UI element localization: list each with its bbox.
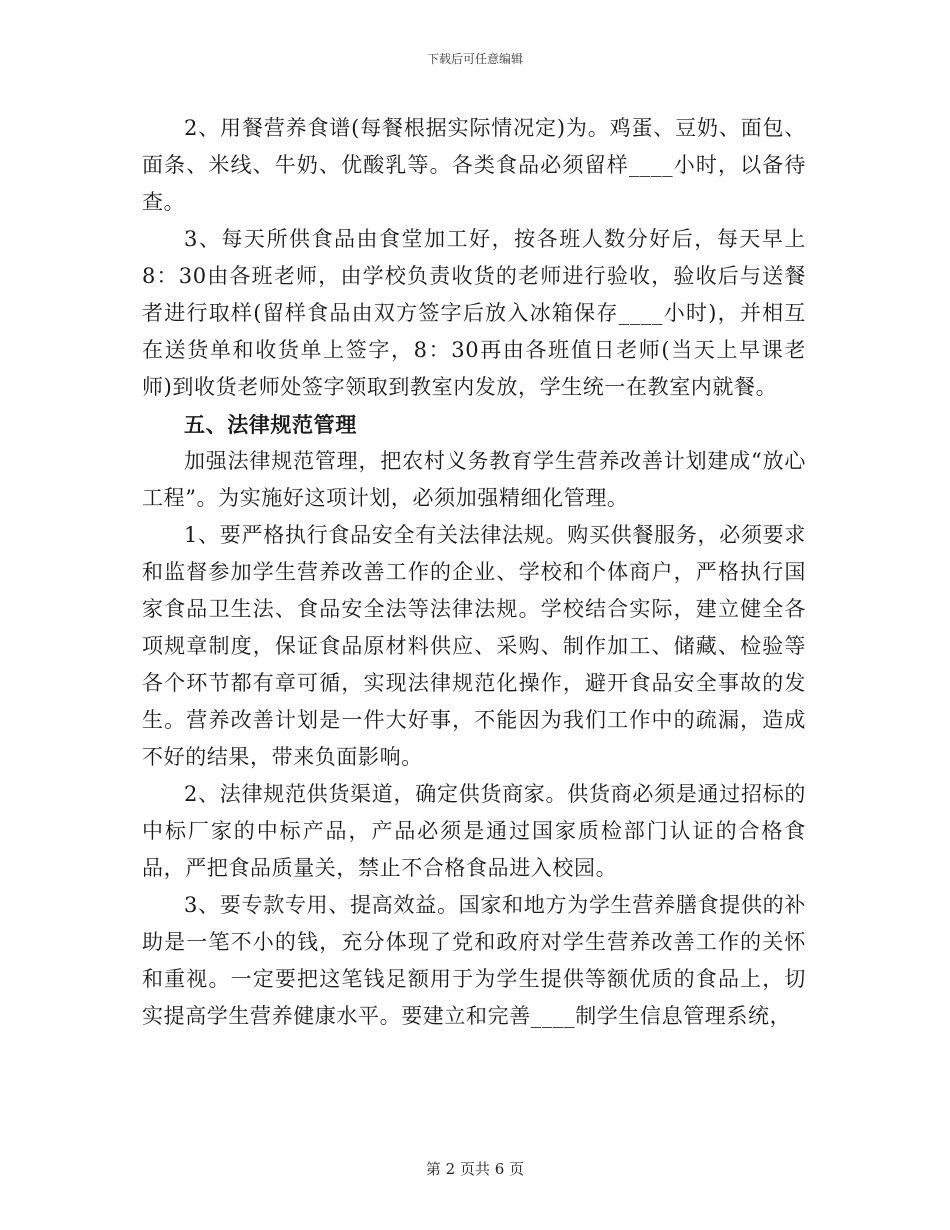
paragraph-daily-supply: 3、每天所供食品由食堂加工好，按各班人数分好后，每天早上8：30由各班老师，由学校负责收货的老师进行验收，验收后与送餐者进行取样(留样食品由双方签字后放入冰箱保存____小时)，并相互在送货单和收货单上签字，8：30再由各班值日老师(当天上早课老师)到收货老师处签字领取到教室内发放，学生统一在教室内就餐。 — [142, 227, 806, 399]
paragraph-food-safety-law: 1、要严格执行食品安全有关法律法规。购买供餐服务，必须要求和监督参加学生营养改善工作的企业、学校和个体商户，严格执行国家食品卫生法、食品安全法等法律法规。学校结合实际，建立健全各项规章制度，保证食品原材料供应、采购、制作加工、储藏、检验等各个环节都有章可循，实现法律规范化操作，避开食品安全事故的发生。营养改善计划是一件大好事，不能因为我们工作中的疏漏，造成不好的结果，带来负面影响。 — [142, 523, 806, 769]
paragraph-legal-intro: 加强法律规范管理，把农村义务教育学生营养改善计划建成“放心工程”。为实施好这项计划，必须加强精细化管理。 — [142, 449, 806, 510]
section-heading-legal: 五、法律规范管理 — [184, 412, 357, 437]
paragraph-menu: 2、用餐营养食谱(每餐根据实际情况定)为。鸡蛋、豆奶、面包、面条、米线、牛奶、优酸乳等。各类食品必须留样____小时，以备待查。 — [142, 116, 806, 214]
page-number: 第 2 页共 6 页 — [425, 1160, 525, 1178]
paragraph-supply-channel: 2、法律规范供货渠道，确定供货商家。供货商必须是通过招标的中标厂家的中标产品，产品必须是通过国家质检部门认证的合格食品，严把食品质量关，禁止不合格食品进入校园。 — [142, 782, 806, 880]
paragraph-dedicated-funds: 3、要专款专用、提高效益。国家和地方为学生营养膳食提供的补助是一笔不小的钱，充分体现了党和政府对学生营养改善工作的关怀和重视。一定要把这笔钱足额用于为学生提供等额优质的食品上，切实提高学生营养健康水平。要建立和完善____制学生信息管理系统， — [142, 893, 806, 1028]
document-body — [142, 110, 806, 1035]
page-header: 下载后可任意编辑 — [426, 52, 523, 66]
